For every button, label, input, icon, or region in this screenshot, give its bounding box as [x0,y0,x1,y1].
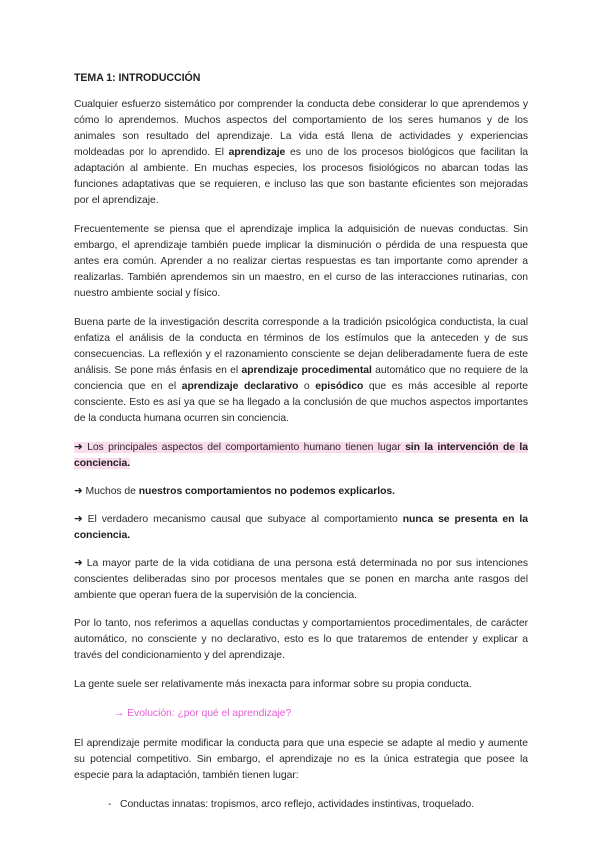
bullet-item [74,556,528,604]
bold-term: aprendizaje procedimental [241,365,372,376]
paragraph-learning-definition: Frecuentemente se piensa que el aprendizaje implica la adquisición de nuevas conductas. Sin embargo, el aprendizaje también puede implicar la disminución o pérdida de una respuesta que antes era común. Aprender a no realizar ciertas respuestas es tan importante como aprender a realizarlas. También aprendemos sin un maestro, en el curso de las interacciones rutinarias, con nuestro ambiente social y físico. [74,224,528,299]
text-run: Muchos de [82,486,139,497]
bullet-item [74,512,528,544]
text-run: La mayor parte de la vida cotidiana de una persona está determinada no por sus intenciones conscientes deliberadas sino por procesos mentales que se ponen en marcha ante rasgos del ambiente que operan fuera de la supervisión de la conciencia. [74,558,528,601]
bullet-highlighted [74,440,528,472]
text-run: Los principales aspectos del comportamiento humano tienen lugar [82,442,406,453]
bold-term: nunca se presenta en la conciencia. [74,514,528,541]
highlight-span [74,442,528,469]
paragraph-accuracy: La gente suele ser relativamente más inexacta para informar sobre su propia conducta. [74,679,472,690]
arrow-icon: ➜ [74,558,83,569]
paragraph-conclusion: Por lo tanto, nos referimos a aquellas conductas y comportamientos procedimentales, de carácter automático, no consciente y no declarativo, esto es lo que trataremos de entender y explicar a través del condicionamiento y del aprendizaje. [74,618,528,661]
text-run: es uno de los procesos biológicos que facilitan la adaptación al ambiente. En muchas especies, los procesos fisiológicos no abarcan todas las funciones adaptativas que se requieren, e incluso las que son bastante eficientes son mejoradas por el aprendizaje. [74,147,529,206]
arrow-icon: ➜ [74,514,83,525]
text-run: automático que no requiere de la conciencia que en el [74,365,528,392]
subheading-text: Evolución: ¿por qué el aprendizaje? [124,708,292,719]
paragraph-behaviorism [74,315,528,427]
bullet-item [74,484,528,500]
paragraph-intro [74,97,528,209]
list-item [108,797,528,813]
bold-term: aprendizaje declarativo [181,381,299,392]
text-run: o [298,381,316,392]
dash-bullet: - [108,799,112,810]
arrow-icon: → [114,708,125,719]
page-title: TEMA 1: INTRODUCCIÓN [74,72,201,84]
text-run: que es más accesible al reporte consciente. Esto es así ya que se ha llegado a la conclusión de que muchos aspectos importantes de la conducta humana ocurren sin conciencia. [74,381,528,424]
subheading-evolution [114,706,528,722]
bold-term: episódico [315,381,364,392]
paragraph-evolution: El aprendizaje permite modificar la conducta para que una especie se adapte al medio y aumente su potencial competitivo. Sin embargo, el aprendizaje no es la única estrategia que posee la especie para la adaptación, también tienen lugar: [74,738,528,781]
bold-term: nuestros comportamientos no podemos explicarlos. [138,486,395,497]
text-run: Buena parte de la investigación descrita corresponde a la tradición psicológica conductista, la cual enfatiza el análisis de la conducta en términos de los estímulos que la anteceden y de sus consecuencias. La reflexión y el razonamiento consciente se dejan deliberadamente fuera de este análisis. Se pone más énfasis en el [74,317,528,376]
arrow-icon: ➜ [74,442,83,453]
text-run: El verdadero mecanismo causal que subyace al comportamiento [82,514,403,525]
text-run: Cualquier esfuerzo sistemático por comprender la conducta debe considerar lo que aprendemos y cómo lo aprendemos. Muchos aspectos del comportamiento de los seres humanos y de los animales son resultado del aprendizaje. La vida está llena de actividades y experiencias moldeadas por lo aprendido. El [74,99,528,158]
list-item-text: Conductas innatas: tropismos, arco reflejo, actividades instintivas, troquelado. [120,799,475,810]
bold-term: aprendizaje [228,147,286,158]
arrow-icon: ➜ [74,486,83,497]
bold-term: sin la intervención de la conciencia. [74,442,528,469]
document-content [74,70,528,813]
